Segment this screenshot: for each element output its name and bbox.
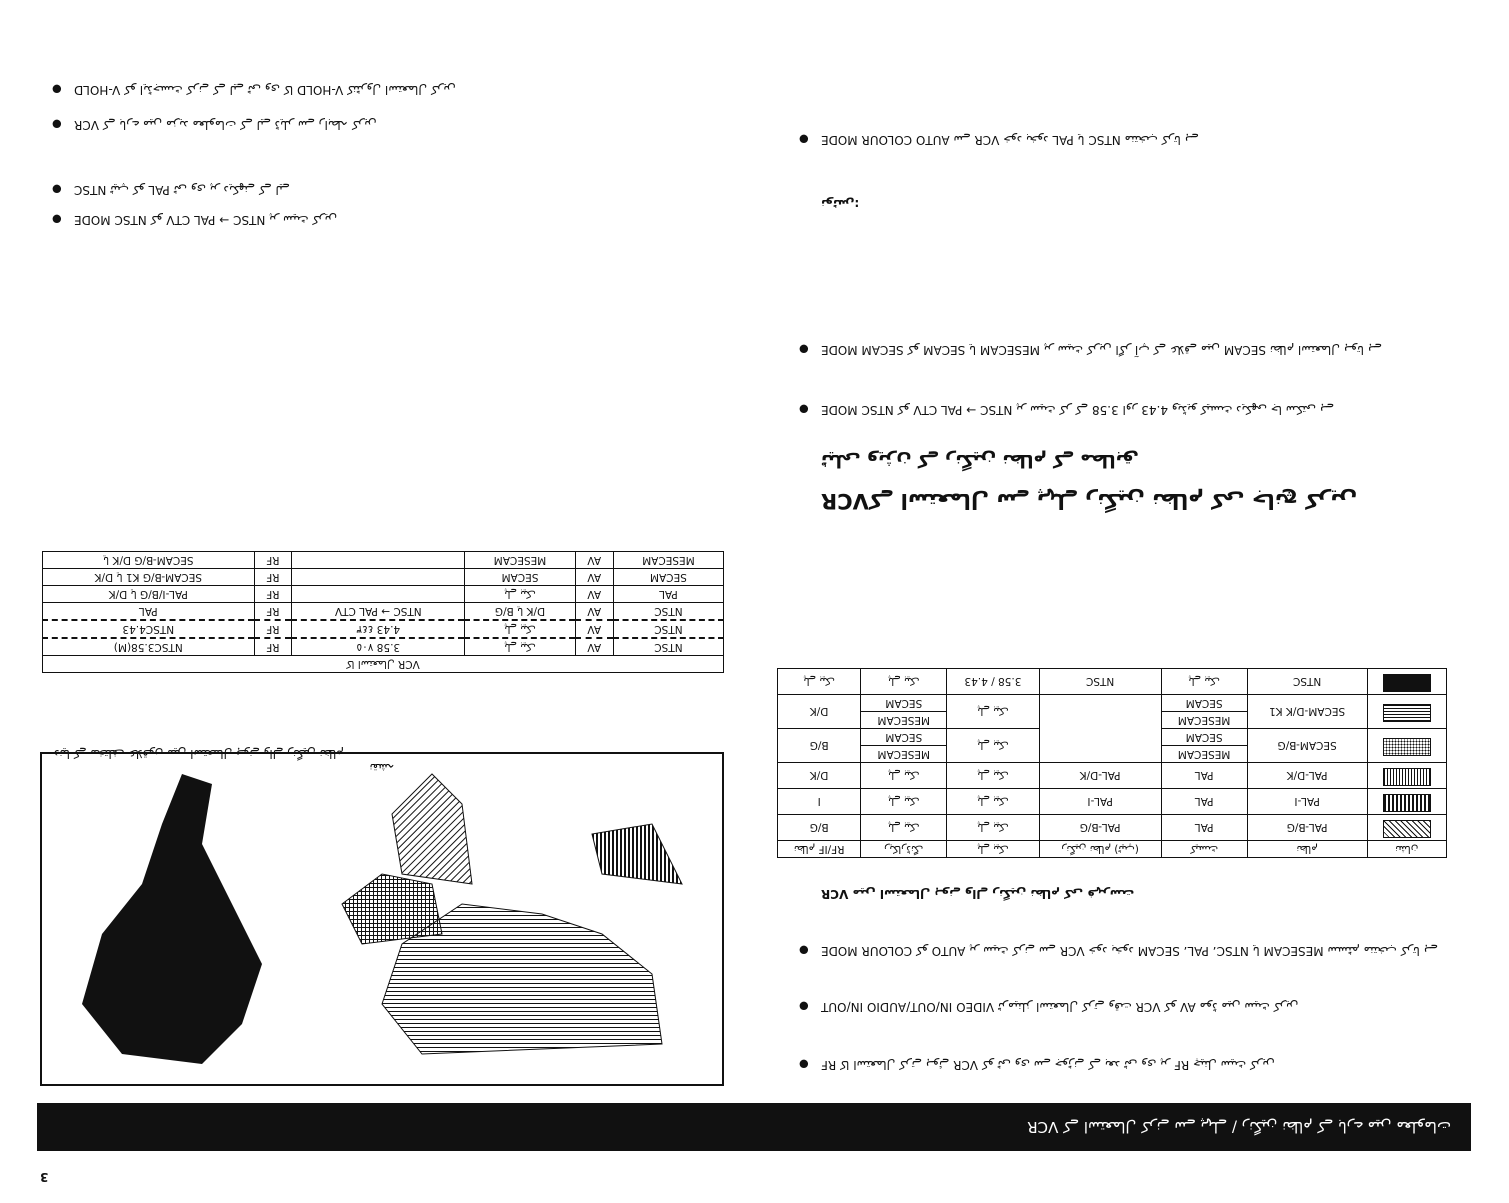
bullet: ● RF کا استعمال کرتے ہوئے VCR کو ٹی وی سے جوڑنے کے بعد ٹی وی پر RF چینل سیٹ کریں (821, 1056, 1441, 1073)
color-system-table: نشان نظام کیسٹ رنگین نظام (ٹیپ) پلے بیک ریکارڈنگ RF/IF نظام PAL-B/G PAL PAL-B/G پلے بیک پلے بیک B/G PAL-I PAL PAL-I پلے بیک پلے بیک I PAL-D/K PAL PAL-D/K پلے بیک پلے بیک D/K SECAM-B/G MESECAM پلے بیک MESECAM B/G SECAM SECAM SECAM-D/K K1 MESECAM پلے بیک MESECAM D/K SECAM SECAM NTSC پلے بیک NTSC 3.58 / 4.43 پلے بیک پلے بیک (777, 668, 1447, 858)
table-header: VCR کا استعمال (43, 656, 724, 673)
top-bullet: ● V-HOLD کو ایڈجسٹ کرنے کے لیے ٹی وی کا V-HOLD کنٹرول استعمال کریں (74, 81, 694, 98)
footer-bar: VCR کے استعمال کرنے سے پہلے / رنگین نظام کے بارے میں معلومات (37, 1103, 1471, 1151)
top-bullet: ● NTSC ٹیپ کو PAL ٹی وی پر دیکھنے کے لیے (74, 181, 694, 198)
heading-2: ٹیلی ویژن کے رنگین نظام کے مطابق (821, 450, 1139, 471)
world-map-graphic (42, 754, 722, 1084)
page-number: 3 (40, 1170, 49, 1184)
swatch-diag (1383, 820, 1431, 838)
swatch-vline (1383, 794, 1431, 812)
map-region-australia (592, 824, 682, 884)
swatch-hline (1383, 704, 1431, 722)
section-bullet: ● SECAM MODE کو SECAM یا MESECAM پر سیٹ کریں اگر آپ کے علاقے میں SECAM نظام استعمال ہوتا ہے (821, 341, 1441, 358)
left-column (34, 0, 734, 1203)
heading-1: VCRکے استعمال سے پہلے رنگین نظام کی جانچ کریں (821, 489, 1358, 513)
note2: نوٹس: (821, 197, 860, 211)
right-column (791, 0, 1471, 1203)
map-caption: دنیا کے مختلف علاقوں میں استعمال ہونے والے رنگین نظام (54, 747, 344, 761)
top-bullet: ● VCR کے بارے میں مزید معلومات کے لیے ڈیلر سے رابطہ کریں (74, 116, 694, 133)
map-region-africa (392, 774, 472, 884)
th: پلے بیک (947, 841, 1039, 858)
note: VCR میں استعمال ہونے والے رنگین نظام کی فہرست (821, 887, 1135, 901)
top-bullet: ● NTSC MODE کو NTSC → PAL CTV پر سیٹ کریں (74, 211, 694, 228)
map-region-americas (82, 774, 262, 1064)
bullet: ● COLOUR MODE کو AUTO پر سیٹ کرنے سے VCR خود بخود NTSC، PAL، SECAM یا MESECAM سسٹم منتخب کرتا ہے (821, 942, 1441, 959)
swatch-grid (1383, 768, 1431, 786)
world-map (40, 752, 724, 1086)
vcr-mode-table: VCR کا استعمال NTSC AV پلے بیک 3.58 ٧٠٥ RF NTSC3.58(M) NTSC AV پلے بیک 4.43 ٤٤٣ RF NTSC4.43 NTSC AV D/K یا B/G NTSC → PAL CTV RF PAL PAL AV پلے بیک RF PAL-I/B/G یا D/K SECAM AV SECAM RF SECAM-B/G K1 یا D/K MESECAM AV MESECAM RF SECAM-B/G D/K یا (42, 551, 724, 673)
th: ریکارڈنگ (861, 841, 947, 858)
th: RF/IF نظام (778, 841, 861, 858)
swatch-dots (1383, 738, 1431, 756)
map-label: نقشہ (369, 761, 395, 774)
swatch-black (1383, 674, 1431, 692)
th: نشان (1367, 841, 1446, 858)
th: رنگین نظام (ٹیپ) (1039, 841, 1161, 858)
section-bullet: ● NTSC MODE کو NTSC → PAL CTV پر سیٹ کر کے 3.58 اور 4.43 ویڈیو کیسٹ دیکھی جا سکتی ہے (821, 401, 1441, 418)
th: نظام (1247, 841, 1367, 858)
section-bullet: ● AUTO COLOUR MODE سے VCR خود بخود PAL یا NTSC منتخب کرتا ہے (821, 131, 1441, 148)
map-region-europe (342, 874, 442, 944)
bullet: ● VIDEO IN/OUT/AUDIO IN/OUT ٹرمینلز استعمال کرتے وقت VCR کو AV موڈ میں سیٹ کریں (821, 998, 1441, 1015)
th: کیسٹ (1161, 841, 1247, 858)
